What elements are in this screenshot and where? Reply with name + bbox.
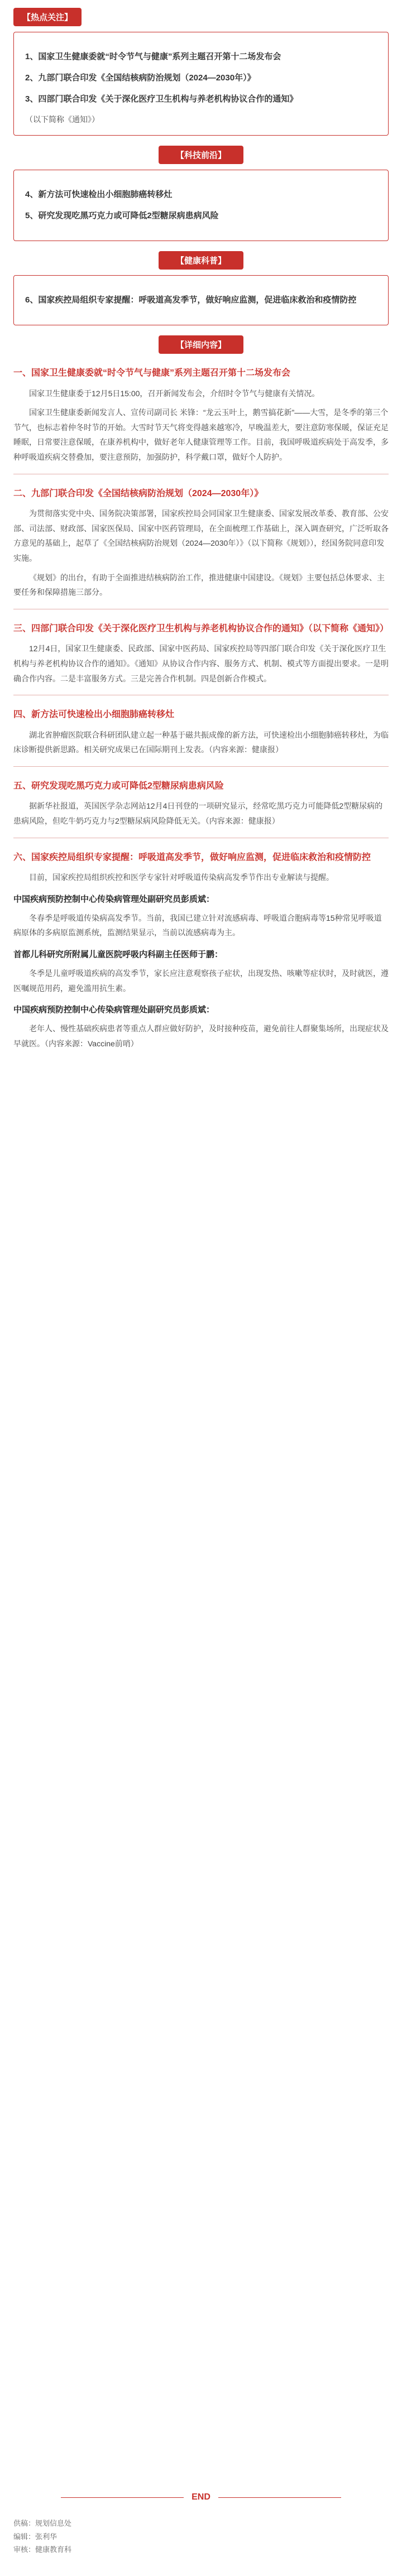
detail-para: 目前，国家疾控局组织疾控和医学专家针对呼吸道传染病高发季节作出专业解读与提醒。 xyxy=(29,873,334,882)
detail-title-4: 四、新方法可快速检出小细胞肺癌转移灶 xyxy=(13,710,175,720)
tech-item-4[interactable]: 4、新方法可快速检出小细胞肺癌转移灶 xyxy=(25,190,173,199)
tech-box xyxy=(13,170,389,241)
hot-tag: 【热点关注】 xyxy=(13,8,82,26)
health-item-6[interactable]: 6、国家疾控局组织专家提醒：呼吸道高发季节，做好响应监测，促进临床救治和疫情防控 xyxy=(25,295,357,305)
end-line-left xyxy=(61,2497,184,2498)
detail-para: 为贯彻落实党中央、国务院决策部署，国家疾控局会同国家卫生健康委、国家发展改革委、教育部、公安部、司法部、财政部、国家医保局、国家中医药管理局，在全面梳理工作基础上，深入调查研究，广泛听取各方意见的基础上，起草了《全国结核病防治规划（2024—2030年）》（以下简称《规划》），经国务院同意印发实施。 xyxy=(13,509,389,563)
divider xyxy=(13,766,389,767)
detail-title-2: 二、九部门联合印发《全国结核病防治规划（2024—2030年）》 xyxy=(13,488,264,498)
detail-tag: 【详细内容】 xyxy=(159,335,243,354)
detail-para: 冬春季是呼吸道传染病高发季节。当前，我国已建立针对流感病毒、呼吸道合胞病毒等15种常见呼吸道病原体的多病原监测系统，监测结果显示，当前以流感病毒为主。 xyxy=(13,913,382,938)
tech-item-5[interactable]: 5、研究发现吃黑巧克力或可降低2型糖尿病患病风险 xyxy=(25,211,219,220)
expert-label: 中国疾病预防控制中心传染病管理处副研究员彭质斌： xyxy=(13,1005,215,1015)
credit-line: 编辑：张利华 xyxy=(13,2532,58,2541)
credit-line: 审核：健康教育科 xyxy=(13,2545,72,2554)
detail-para: 《规划》的出台，有助于全面推进结核病防治工作，推进健康中国建设。《规划》主要包括总体要求、主要任务和保障措施三部分。 xyxy=(13,573,385,597)
hot-section xyxy=(13,8,402,26)
hot-item-2[interactable]: 2、九部门联合印发《全国结核病防治规划（2024—2030年）》 xyxy=(25,73,256,83)
detail-para: 国家卫生健康委于12月5日15:00，召开新闻发布会，介绍时令节气与健康有关情况。 xyxy=(29,388,320,398)
hot-box xyxy=(13,32,389,136)
detail-section xyxy=(0,335,402,354)
end-text: END xyxy=(192,2492,210,2502)
detail-para: 12月4日，国家卫生健康委、民政部、国家中医药局、国家疾控局等四部门联合印发《关于深化医疗卫生机构与养老机构协议合作的通知》。《通知》从协议合作内容、服务方式、机制、模式等方面提出要求。一是明确合作内容。二是丰富服务方式。三是完善合作机制。四是创新合作模式。 xyxy=(13,644,389,683)
health-section xyxy=(0,251,402,270)
expert-label: 中国疾病预防控制中心传染病管理处副研究员彭质斌： xyxy=(13,894,215,904)
detail-title-1: 一、国家卫生健康委就“时令节气与健康”系列主题召开第十二场发布会 xyxy=(13,368,291,378)
tech-section xyxy=(0,146,402,164)
hot-item-3[interactable]: 3、四部门联合印发《关于深化医疗卫生机构与养老机构协议合作的通知》 xyxy=(25,94,298,104)
detail-para: 据新华社报道，英国医学杂志网站12月4日刊登的一项研究显示，经常吃黑巧克力可能降低2型糖尿病的患病风险，但吃牛奶巧克力与2型糖尿病风险降低无关。（内容来源：健康报） xyxy=(13,801,383,826)
expert-label: 首都儿科研究所附属儿童医院呼吸内科副主任医师于鹏： xyxy=(13,950,223,960)
detail-title-3: 三、四部门联合印发《关于深化医疗卫生机构与养老机构协议合作的通知》（以下简称《通知》） xyxy=(13,623,389,633)
end-marker xyxy=(0,2492,402,2502)
detail-para: 老年人、慢性基础疾病患者等重点人群应做好防护，及时接种疫苗，避免前往人群聚集场所，出现症状及早就医。（内容来源：Vaccine前哨） xyxy=(13,1024,389,1048)
detail-para: 冬季是儿童呼吸道疾病的高发季节，家长应注意观察孩子症状，出现发热、咳嗽等症状时，及时就医，遵医嘱规范用药，避免滥用抗生素。 xyxy=(13,969,389,993)
credits xyxy=(13,2517,389,2556)
credit-line: 供稿：规划信息处 xyxy=(13,2519,72,2528)
hot-item-1[interactable]: 1、国家卫生健康委就“时令节气与健康”系列主题召开第十二场发布会 xyxy=(25,52,281,61)
footer xyxy=(0,2476,402,2576)
health-box xyxy=(13,275,389,325)
detail-para: 国家卫生健康委新闻发言人、宣传司副司长 米锋：“龙云玉叶上，鹅雪搞花新”——大雪，是冬季的第三个节气，也标志着仲冬时节的开始。大雪时节天气将变得越来越寒冷，早晚温差大，要注意防寒保暖，保证充足睡眠，日常要注意保暖，在康养机构中，做好老年人健康管理等工作。目前，我国呼吸道疾病处于高发季，多种呼吸道疾病交替叠加，要注意预防，加强防护，科学戴口罩，做好个人防护。 xyxy=(13,408,389,462)
detail-title-5: 五、研究发现吃黑巧克力或可降低2型糖尿病患病风险 xyxy=(13,781,224,791)
detail-para: 湖北省肿瘤医院联合科研团队建立起一种基于磁共振成像的新方法，可快速检出小细胞肺癌转移灶，为临床诊断提供新思路。相关研究成果已在国际期刊上发表。（内容来源：健康报） xyxy=(13,730,389,754)
detail-title-6: 六、国家疾控局组织专家提醒：呼吸道高发季节，做好响应监测，促进临床救治和疫情防控 xyxy=(13,852,371,862)
hot-item-3-note: （以下简称《通知》） xyxy=(25,115,99,124)
end-line-right xyxy=(218,2497,341,2498)
health-tag: 【健康科普】 xyxy=(159,251,243,270)
tech-tag: 【科技前沿】 xyxy=(159,146,243,164)
